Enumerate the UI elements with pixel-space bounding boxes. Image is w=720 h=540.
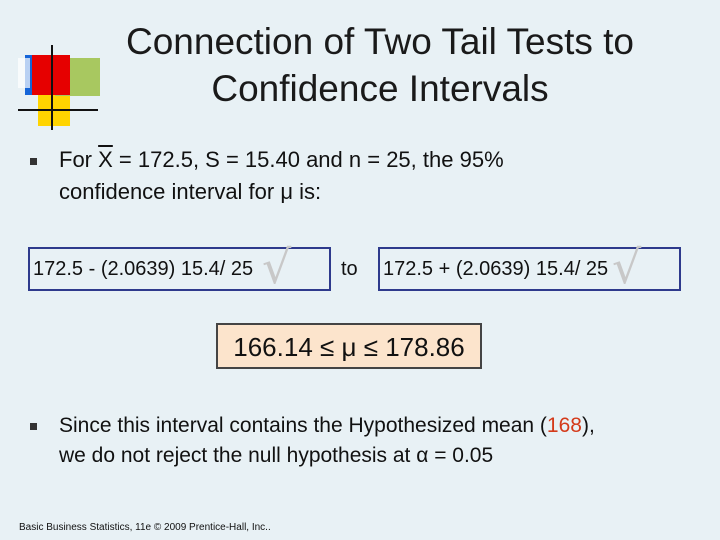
bullet-2-text-a: Since this interval contains the Hypothesized mean ( bbox=[59, 414, 547, 437]
bullet-marker bbox=[30, 158, 37, 165]
slide-title bbox=[70, 18, 690, 112]
interval-to-label: to bbox=[341, 258, 358, 280]
sqrt-symbol-icon: √ bbox=[262, 240, 292, 294]
bullet-1-line-1 bbox=[59, 144, 504, 175]
hypothesized-mean-value: 168 bbox=[546, 414, 582, 437]
footer-copyright: Basic Business Statistics, 11e © 2009 Prentice-Hall, Inc.. bbox=[19, 522, 271, 533]
bullet-2-text-c: ), bbox=[581, 414, 595, 437]
bullet-1-rest: = 172.5, S = 15.40 and n = 25, the 95% bbox=[112, 147, 504, 172]
title-line-2: Confidence Intervals bbox=[211, 68, 549, 109]
bullet-1-line-2: confidence interval for μ is: bbox=[59, 179, 322, 204]
bullet-2-line-2: we do not reject the null hypothesis at α = 0.05 bbox=[59, 444, 494, 467]
x-bar-symbol: $\overline{X}$ bbox=[98, 147, 113, 172]
bullet-1-prefix: For bbox=[59, 147, 99, 172]
bullet-marker bbox=[30, 423, 37, 430]
confidence-interval-result: 166.14 ≤ μ ≤ 178.86 bbox=[216, 323, 482, 369]
title-line-1: Connection of Two Tail Tests to bbox=[125, 21, 635, 62]
bullet-2-line-1 bbox=[59, 410, 595, 441]
sqrt-symbol-icon: √ bbox=[612, 240, 642, 294]
upper-bound-expression: 172.5 + (2.0639) 15.4/ 25 bbox=[383, 258, 609, 280]
lower-bound-expression: 172.5 - (2.0639) 15.4/ 25 bbox=[33, 258, 254, 280]
